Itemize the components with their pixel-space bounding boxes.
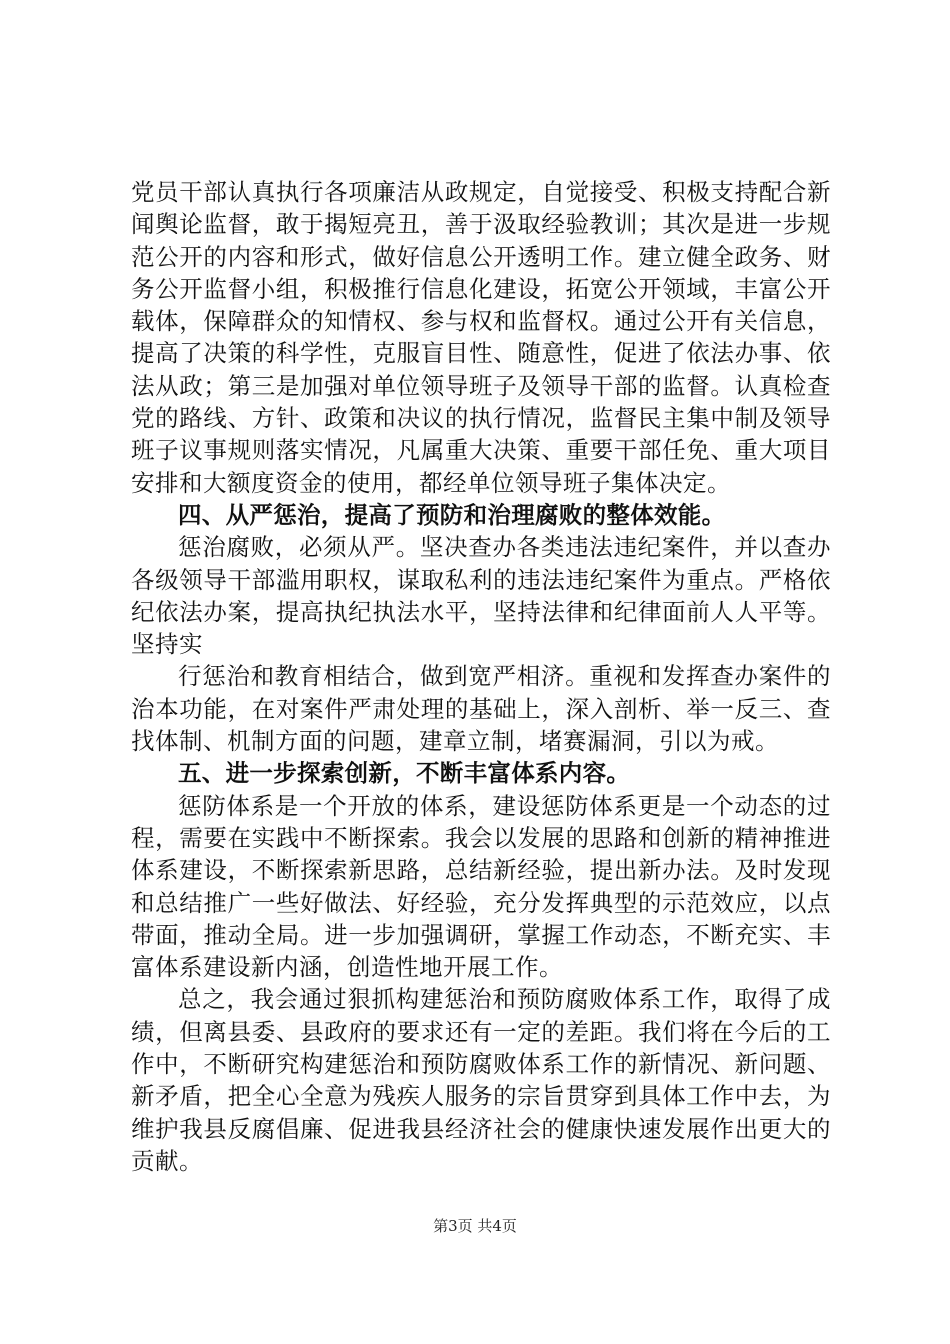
paragraph-body: 惩治腐败，必须从严。坚决查办各类违法违纪案件，并以查办各级领导干部滥用职权，谋取私利的违法违纪案件为重点。严格依纪依法办案，提高执纪执法水平，坚持法律和纪律面前人人平等。坚持实 (131, 533, 831, 659)
paragraph-body: 党员干部认真执行各项廉洁从政规定，自觉接受、积极支持配合新闻舆论监督，敢于揭短亮丑，善于汲取经验教训；其次是进一步规范公开的内容和形式，做好信息公开透明工作。建立健全政务、财务公开监督小组，积极推行信息化建设，拓宽公开领域，丰富公开载体，保障群众的知情权、参与权和监督权。通过公开有关信息，提高了决策的科学性，克服盲目性、随意性，促进了依法办事、依法从政；第三是加强对单位领导班子及领导干部的监督。认真检查党的路线、方针、政策和决议的执行情况，监督民主集中制及领导班子议事规则落实情况，凡属重大决策、重要干部任免、重大项目安排和大额度资金的使用，都经单位领导班子集体决定。 (131, 178, 831, 497)
page-footer: 第3页 共4页 (433, 1217, 517, 1235)
paragraph-body: 行惩治和教育相结合，做到宽严相济。重视和发挥查办案件的治本功能，在对案件严肃处理的基础上，深入剖析、举一反三、查找体制、机制方面的问题，建章立制，堵赛漏洞，引以为戒。 (131, 662, 831, 756)
document-body (131, 176, 831, 1177)
section-heading: 四、从严惩治，提高了预防和治理腐败的整体效能。 (178, 500, 726, 529)
paragraph-body: 惩防体系是一个开放的体系，建设惩防体系更是一个动态的过程，需要在实践中不断探索。我会以发展的思路和创新的精神推进体系建设，不断探索新思路，总结新经验，提出新办法。及时发现和总结推广一些好做法、好经验，充分发挥典型的示范效应，以点带面，推动全局。进一步加强调研，掌握工作动态，不断充实、丰富体系建设新内涵，创造性地开展工作。 (131, 791, 831, 982)
paragraph-body: 总之，我会通过狠抓构建惩治和预防腐败体系工作，取得了成绩，但离县委、县政府的要求还有一定的差距。我们将在今后的工作中，不断研究构建惩治和预防腐败体系工作的新情况、新问题、新矛盾，把全心全意为残疾人服务的宗旨贯穿到具体工作中去，为维护我县反腐倡廉、促进我县经济社会的健康快速发展作出更大的贡献。 (131, 985, 831, 1175)
section-heading: 五、进一步探索创新，不断丰富体系内容。 (178, 759, 631, 788)
